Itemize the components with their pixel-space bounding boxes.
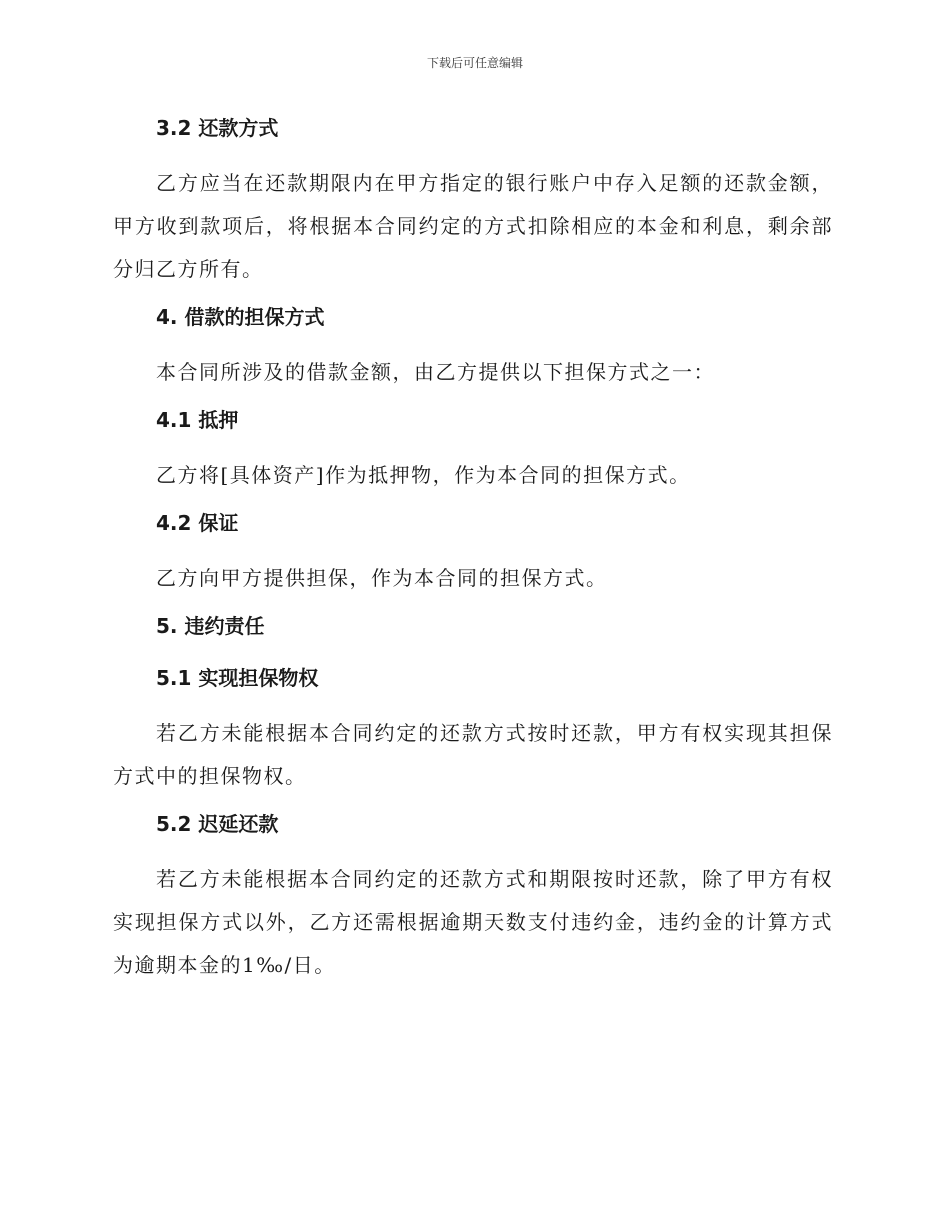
paragraph-mortgage: 乙方将[具体资产]作为抵押物，作为本合同的担保方式。 — [156, 463, 691, 487]
section-heading-5-2: 5.2 迟延还款 — [156, 812, 279, 836]
section-heading-5-1: 5.1 实现担保物权 — [156, 666, 319, 690]
section-heading-4-2: 4.2 保证 — [156, 511, 239, 535]
header-note: 下载后可任意编辑 — [426, 56, 523, 70]
paragraph-late-payment: 若乙方未能根据本合同约定的还款方式和期限按时还款，除了甲方有权实现担保方式以外，乙方还需根据逾期天数支付违约金，违约金的计算方式为逾期本金的1‰/日。 — [113, 867, 833, 977]
section-heading-5: 5. 违约责任 — [156, 614, 265, 638]
paragraph-repayment-method: 乙方应当在还款期限内在甲方指定的银行账户中存入足额的还款金额，甲方收到款项后，将根据本合同约定的方式扣除相应的本金和利息，剩余部分归乙方所有。 — [113, 171, 833, 281]
paragraph-guarantee: 乙方向甲方提供担保，作为本合同的担保方式。 — [156, 566, 608, 590]
document-body — [113, 110, 833, 995]
section-heading-3-2: 3.2 还款方式 — [156, 116, 279, 140]
section-heading-4-1: 4.1 抵押 — [156, 408, 239, 432]
paragraph-enforce-security: 若乙方未能根据本合同约定的还款方式按时还款，甲方有权实现其担保方式中的担保物权。 — [113, 721, 833, 788]
section-heading-4: 4. 借款的担保方式 — [156, 305, 325, 329]
paragraph-guarantee-intro: 本合同所涉及的借款金额，由乙方提供以下担保方式之一： — [156, 360, 715, 384]
